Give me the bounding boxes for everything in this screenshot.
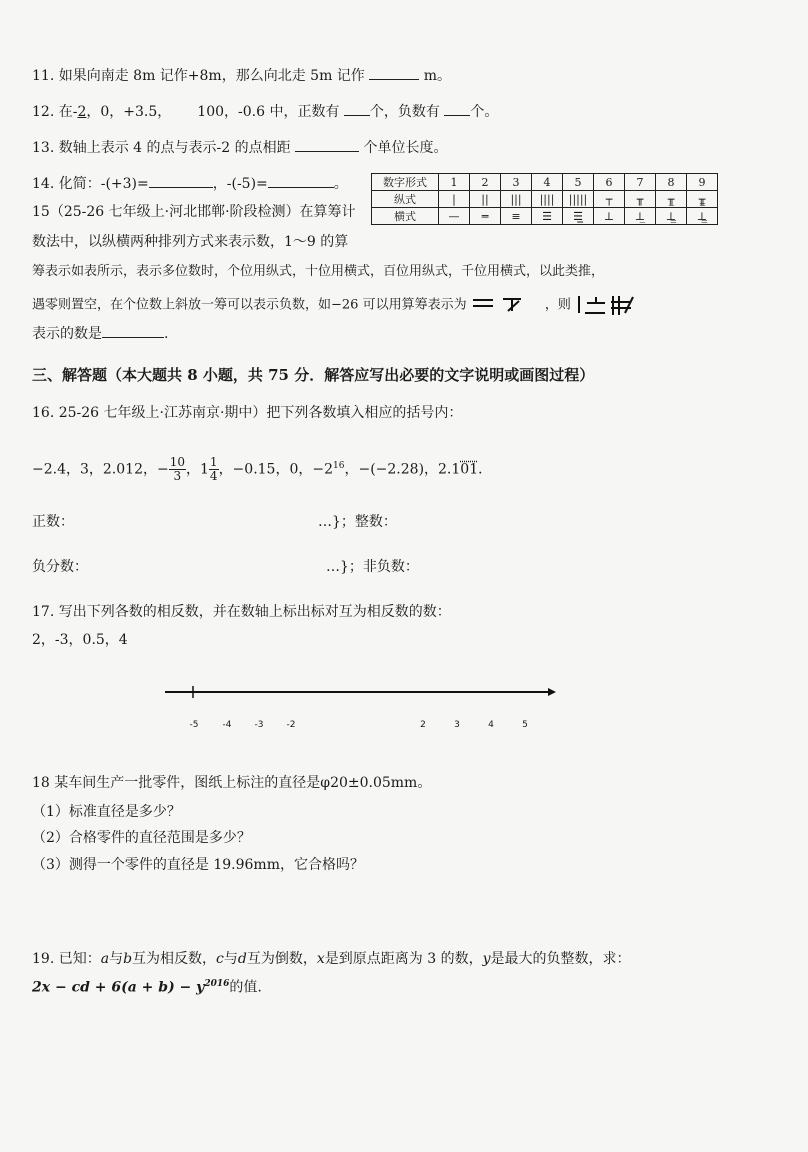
question-19-line1: 19. 已知：a与b互为相反数，c与d互为倒数，x是到原点距离为 3 的数，y是最大的负整数，求： — [32, 951, 631, 967]
question-11: 11. 如果向南走 8m 记作+8m，那么向北走 5m 记作 m。 — [32, 65, 451, 85]
answer-blank[interactable] — [444, 101, 470, 116]
rod-numeral-question — [575, 293, 645, 317]
tick-label: -3 — [254, 720, 264, 730]
negative-fraction-category: 负分数： — [32, 559, 88, 575]
positive-category: 正数： — [32, 514, 74, 530]
fraction: $\frac{1}{4}$ — [209, 455, 218, 483]
tick-label: 3 — [454, 720, 460, 730]
answer-blank[interactable] — [268, 173, 334, 188]
tick-label: 5 — [522, 720, 528, 730]
counting-rod-table: 数字形式 1 2 3 4 5 6 7 8 9 纵式 | || ||| |||| ||||| ┬ ╥ ╥̲ ╥̳ 横式 — ═ ≡ ☰ ☰̲ ⊥ ⊥̲ ⊥̳ ⊥̳̲ — [371, 173, 718, 225]
answer-blank[interactable] — [344, 101, 370, 116]
table-header: 纵式 — [372, 191, 439, 208]
table-header: 数字形式 — [372, 174, 439, 191]
tick-label: -5 — [189, 720, 199, 730]
tick-label: 4 — [488, 720, 494, 730]
question-18-part3: （3）测得一个零件的直径是 19.96mm，它合格吗？ — [32, 857, 364, 873]
integer-category: …}；整数： — [318, 514, 397, 530]
question-15-line2: 数法中，以纵横两种排列方式来表示数，1～9 的算 — [32, 234, 349, 250]
question-18-part1: （1）标准直径是多少？ — [32, 804, 181, 820]
question-14: 14. 化简：-(+3)= ，-(-5)= 。 — [32, 173, 348, 193]
tick-label: -2 — [286, 720, 296, 730]
tick-label: 2 — [420, 720, 426, 730]
question-17-title: 17. 写出下列各数的相反数，并在数轴上标出标对互为相反数的数： — [32, 604, 451, 620]
question-18-title: 18 某车间生产一批零件，图纸上标注的直径是φ20±0.05mm。 — [32, 775, 432, 791]
rod-numeral-minus-26 — [471, 295, 541, 315]
non-negative-category: …}；非负数： — [326, 559, 419, 575]
question-15-line4: 遇零则置空，在个位数上斜放一筹可以表示负数，如−26 可以用算筹表示为 ，则 — [32, 293, 645, 317]
table-header: 横式 — [372, 208, 439, 225]
question-15-line5: 表示的数是 . — [32, 323, 168, 343]
fraction: $\frac{10}{3}$ — [169, 455, 185, 483]
question-15-line3: 筹表示如表所示，表示多位数时，个位用纵式，十位用横式，百位用纵式，千位用横式，以此类推， — [32, 264, 605, 279]
tick-label: -4 — [222, 720, 232, 730]
question-17-numbers: 2，-3，0.5，4 — [32, 632, 128, 648]
answer-blank[interactable] — [149, 173, 213, 188]
question-16-title: 16. 25-26 七年级上·江苏南京·期中）把下列各数填入相应的括号内： — [32, 405, 463, 421]
question-16-numbers: −2.4，3，2.012，− $\frac{10}{3}$ ，1 $\frac{1}{4}$ ，−0.15，0，$-2^{16}$，−(−2.28)，2.101． — [32, 455, 493, 483]
answer-blank[interactable] — [295, 137, 359, 152]
question-19-expression: 2x − cd + $6(a + b) - y^{2016}$的值. — [32, 979, 262, 996]
section-3-title: 三、解答题（本大题共 8 小题，共 75 分．解答应写出必要的文字说明或画图过程） — [32, 366, 595, 384]
question-18-part2: （2）合格零件的直径范围是多少？ — [32, 830, 251, 846]
repeating-digits: 01 — [460, 461, 479, 478]
answer-blank[interactable] — [369, 65, 419, 80]
question-12: 12. 在-2，0，+3.5， 100，-0.6 中，正数有 个，负数有 个。 — [32, 101, 498, 121]
question-15-line1: 15（25-26 七年级上·河北邯郸·阶段检测）在算筹计 — [32, 204, 356, 220]
question-13: 13. 数轴上表示 4 的点与表示-2 的点相距 个单位长度。 — [32, 137, 448, 157]
answer-blank[interactable] — [102, 323, 164, 338]
